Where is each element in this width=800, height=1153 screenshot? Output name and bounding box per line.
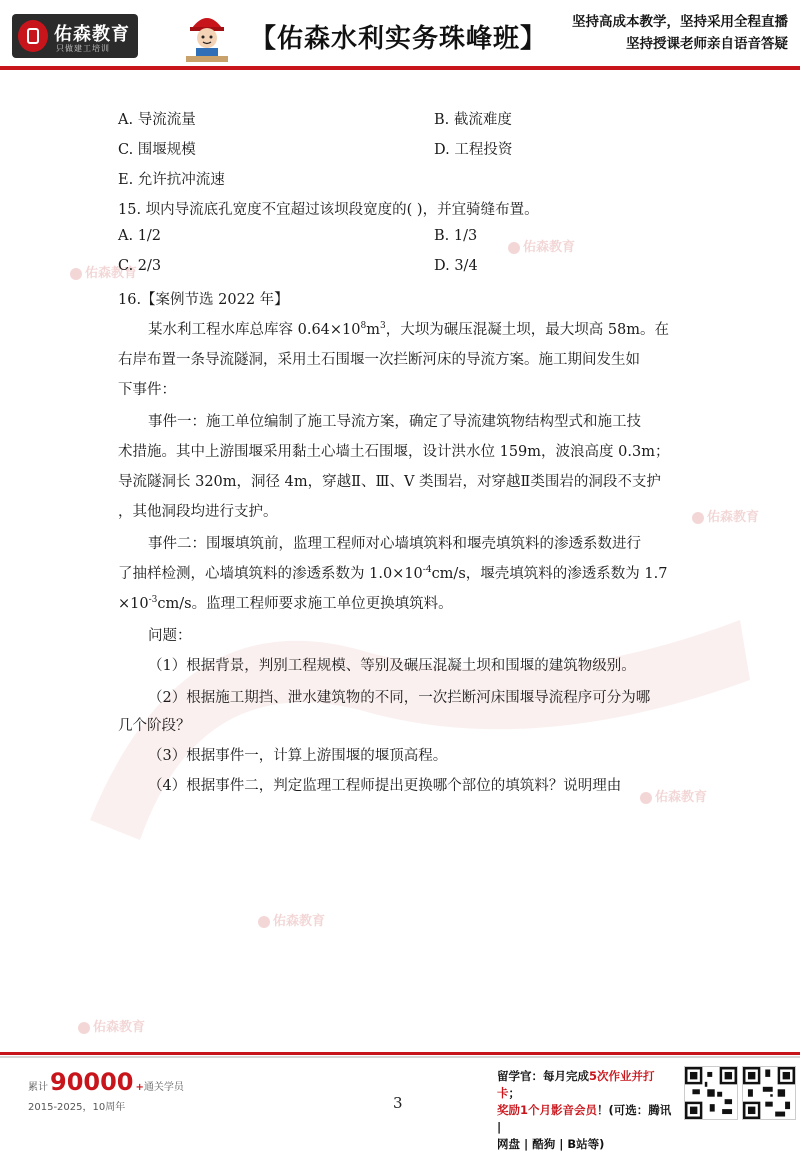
watermark: 佑森教育 <box>258 910 325 929</box>
watermark: 佑森教育 <box>640 786 707 805</box>
page-number: 3 <box>393 1094 403 1112</box>
q15-option-c: C. 2/3 <box>118 258 162 274</box>
event-1-line: 导流隧洞长 320m，洞径 4m，穿越Ⅱ、Ⅲ、Ⅴ 类围岩，对穿越Ⅱ类围岩的洞段不支护 <box>118 474 661 490</box>
sub-question-3: （3）根据事件一，计算上游围堰的堰顶高程。 <box>148 748 448 764</box>
watermark: 佑森教育 <box>78 1016 145 1035</box>
q15-option-d: D. 3/4 <box>434 258 478 274</box>
option-e: E. 允许抗冲流速 <box>118 172 225 188</box>
questions-label: 问题： <box>148 628 192 644</box>
case-intro-line: 右岸布置一条导流隧洞，采用土石围堰一次拦断河床的导流方案。施工期间发生如 <box>118 352 640 368</box>
option-b: B. 截流难度 <box>434 112 512 128</box>
event-1-line: ，其他洞段均进行支护。 <box>118 504 278 520</box>
slogan-line: 坚持高成本教学，坚持采用全程直播 <box>572 14 788 30</box>
stats-plus: + <box>135 1082 144 1093</box>
question-16-heading: 16.【案例节选 2022 年】 <box>118 292 289 308</box>
qr-code-icon <box>742 1066 796 1120</box>
option-c: C. 围堰规模 <box>118 142 196 158</box>
watermark: 佑森教育 <box>692 506 759 525</box>
sub-question-2: （2）根据施工期挡、泄水建筑物的不同，一次拦断河床围堰导流程序可分为哪 <box>148 690 651 706</box>
footer-promo: 留学官：每月完成5次作业并打卡； 奖励1个月影音会员！(可选：腾讯 | 网盘 | 酷狗 | B站等) <box>497 1069 672 1151</box>
qr-code-icon <box>684 1066 738 1120</box>
slogan-line: 坚持授课老师亲自语音答疑 <box>626 36 788 52</box>
logo-name: 佑森教育 <box>54 24 130 45</box>
stats-number: 90000 <box>50 1068 134 1096</box>
q15-option-a: A. 1/2 <box>118 228 162 244</box>
footer-divider <box>0 1052 800 1055</box>
event-1-line: 事件一：施工单位编制了施工导流方案，确定了导流建筑物结构型式和施工技 <box>148 414 641 430</box>
question-15-stem: 15. 坝内导流底孔宽度不宜超过该坝段宽度的( )，并宜骑缝布置。 <box>118 202 539 218</box>
stats-suffix: 通关学员 <box>143 1082 184 1093</box>
case-intro-line: 某水利工程水库总库容 $0.64\times 10^8m^3$，大坝为碾压混凝土坝，最大坝高 58m。在 <box>148 321 670 338</box>
event-2-line: 事件二：围堰填筑前，监理工程师对心墙填筑料和堰壳填筑料的渗透系数进行 <box>148 536 641 552</box>
q15-option-b: B. 1/3 <box>434 228 478 244</box>
event-2-line: $\times 10^{-3}cm/s$。监理工程师要求施工单位更换填筑料。 <box>118 595 453 612</box>
event-1-line: 术措施。其中上游围堰采用黏土心墙土石围堰，设计洪水位 159m，波浪高度 0.3m； <box>118 444 670 460</box>
event-2-line: 了抽样检测，心墙填筑料的渗透系数为 $1.0\times 10^{-4}cm/s$，堰壳填筑料的渗透系数为 1.7 <box>118 565 668 582</box>
years-badge: 2015-2025，10周年 <box>28 1102 126 1113</box>
watermark: 佑森教育 <box>70 262 137 281</box>
sub-question-4: （4）根据事件二，判定监理工程师提出更换哪个部位的填筑料？说明理由 <box>148 778 622 794</box>
sub-question-2-cont: 几个阶段？ <box>118 718 191 734</box>
option-d: D. 工程投资 <box>434 142 513 158</box>
case-intro-line: 下事件： <box>118 382 176 398</box>
watermark: 佑森教育 <box>508 236 575 255</box>
option-a: A. 导流流量 <box>118 112 196 128</box>
stats-prefix: 累计 <box>28 1082 48 1093</box>
sub-question-1: （1）根据背景，判别工程规模、等别及碾压混凝土坝和围堰的建筑物级别。 <box>148 658 636 674</box>
logo-tagline: 只做建工培训 <box>56 44 110 53</box>
footer-divider-secondary <box>0 1056 800 1058</box>
header-title: 【佑森水利实务珠峰班】 <box>250 24 548 54</box>
footer-stats <box>28 1068 184 1113</box>
